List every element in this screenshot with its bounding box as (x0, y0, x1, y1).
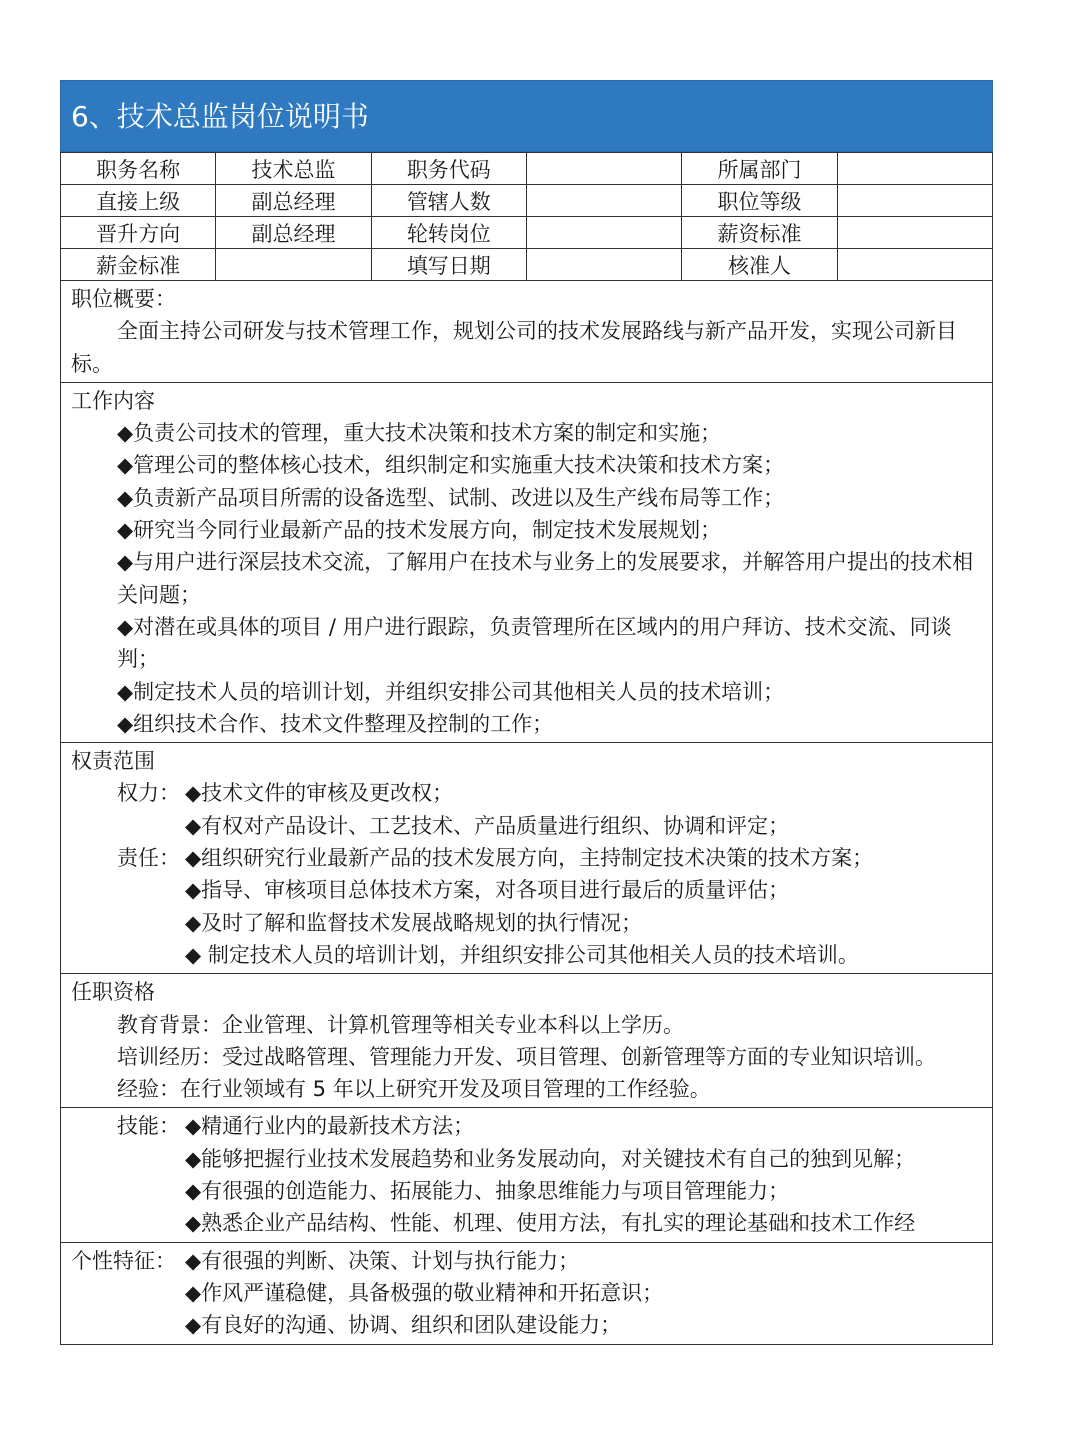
table-cell: 管辖人数 (371, 185, 526, 217)
list-item: ◆技术文件的审核及更改权； (185, 781, 454, 806)
list-item: ◆作风严谨稳健，具备极强的敬业精神和开拓意识； (185, 1280, 664, 1305)
list-item: ◆ 制定技术人员的培训计划，并组织安排公司其他相关人员的技术培训。 (185, 942, 859, 967)
table-row (61, 249, 993, 281)
list-item: ◆及时了解和监督技术发展战略规划的执行情况； (185, 910, 643, 935)
table-cell: 填写日期 (371, 249, 526, 281)
list-item: ◆有权对产品设计、工艺技术、产品质量进行组织、协调和评定； (185, 813, 790, 838)
table-cell: 副总经理 (216, 185, 371, 217)
table-cell (837, 153, 992, 185)
list-item: ◆组织研究行业最新产品的技术发展方向，主持制定技术决策的技术方案； (185, 846, 874, 871)
job-description-document (60, 80, 993, 1345)
list-item: ◆研究当今同行业最新产品的技术发展方向，制定技术发展规划； (117, 518, 722, 543)
table-cell: 轮转岗位 (371, 217, 526, 249)
table-cell: 职位等级 (682, 185, 837, 217)
overview-title: 职位概要： (71, 287, 176, 311)
traits-label: 个性特征： (71, 1248, 176, 1273)
power-label: 权力： (117, 781, 180, 806)
duty-row (117, 842, 982, 874)
skills-row (117, 1110, 982, 1142)
table-cell (526, 185, 681, 217)
education-text: 教育背景：企业管理、计算机管理等相关专业本科以上学历。 (117, 1012, 684, 1037)
table-cell: 副总经理 (216, 217, 371, 249)
document-title: 6、技术总监岗位说明书 (60, 80, 993, 152)
qualification-section (60, 974, 993, 1108)
list-item: ◆有良好的沟通、协调、组织和团队建设能力； (185, 1313, 622, 1338)
info-table (60, 152, 993, 281)
table-row (61, 185, 993, 217)
list-item: ◆有很强的判断、决策、计划与执行能力； (185, 1248, 580, 1273)
list-item: ◆与用户进行深层技术交流，了解用户在技术与业务上的发展要求，并解答用户提出的技术相关问题； (117, 550, 974, 607)
overview-text: 全面主持公司研发与技术管理工作，规划公司的技术发展路线与新产品开发，实现公司新目标。 (71, 319, 957, 376)
list-item: ◆负责公司技术的管理，重大技术决策和技术方案的制定和实施； (117, 421, 722, 446)
list-item: ◆精通行业内的最新技术方法； (185, 1114, 475, 1139)
table-cell: 所属部门 (682, 153, 837, 185)
traits-row (71, 1245, 982, 1277)
power-row (117, 777, 982, 809)
traits-section (60, 1243, 993, 1345)
experience-text: 经验：在行业领域有 5 年以上研究开发及项目管理的工作经验。 (117, 1077, 711, 1102)
table-cell (837, 249, 992, 281)
list-item: ◆组织技术合作、技术文件整理及控制的工作； (117, 711, 554, 736)
table-row (61, 217, 993, 249)
table-cell (526, 249, 681, 281)
authority-section (60, 743, 993, 974)
authority-title: 权责范围 (71, 749, 155, 774)
table-row (61, 153, 993, 185)
list-item: ◆管理公司的整体核心技术，组织制定和实施重大技术决策和技术方案； (117, 453, 785, 478)
qualification-title: 任职资格 (71, 980, 155, 1005)
list-item: ◆指导、审核项目总体技术方案，对各项目进行最后的质量评估； (185, 878, 790, 903)
list-item: ◆负责新产品项目所需的设备选型、试制、改进以及生产线布局等工作； (117, 485, 785, 510)
list-item: ◆有很强的创造能力、拓展能力、抽象思维能力与项目管理能力； (185, 1179, 790, 1204)
table-cell (526, 153, 681, 185)
table-cell (837, 185, 992, 217)
table-cell: 直接上级 (61, 185, 216, 217)
training-text: 培训经历：受过战略管理、管理能力开发、项目管理、创新管理等方面的专业知识培训。 (117, 1044, 936, 1069)
table-cell: 职务名称 (61, 153, 216, 185)
skills-label: 技能： (117, 1114, 180, 1139)
table-cell (526, 217, 681, 249)
list-item: ◆能够把握行业技术发展趋势和业务发展动向，对关键技术有自己的独到见解； (185, 1146, 916, 1171)
table-cell: 技术总监 (216, 153, 371, 185)
duty-label: 责任： (117, 846, 180, 871)
skills-section (60, 1108, 993, 1242)
table-cell (837, 217, 992, 249)
table-cell: 薪金标准 (61, 249, 216, 281)
work-title: 工作内容 (71, 388, 155, 413)
list-item: ◆熟悉企业产品结构、性能、机理、使用方法，有扎实的理论基础和技术工作经 (185, 1211, 916, 1236)
table-cell: 职务代码 (371, 153, 526, 185)
work-section (60, 383, 993, 743)
list-item: ◆制定技术人员的培训计划，并组织安排公司其他相关人员的技术培训； (117, 679, 785, 704)
table-cell (216, 249, 371, 281)
table-cell: 核准人 (682, 249, 837, 281)
list-item: ◆对潜在或具体的项目 / 用户进行跟踪，负责管理所在区域内的用户拜访、技术交流、同谈判； (117, 614, 952, 672)
overview-section (60, 281, 993, 383)
table-cell: 薪资标准 (682, 217, 837, 249)
table-cell: 晋升方向 (61, 217, 216, 249)
